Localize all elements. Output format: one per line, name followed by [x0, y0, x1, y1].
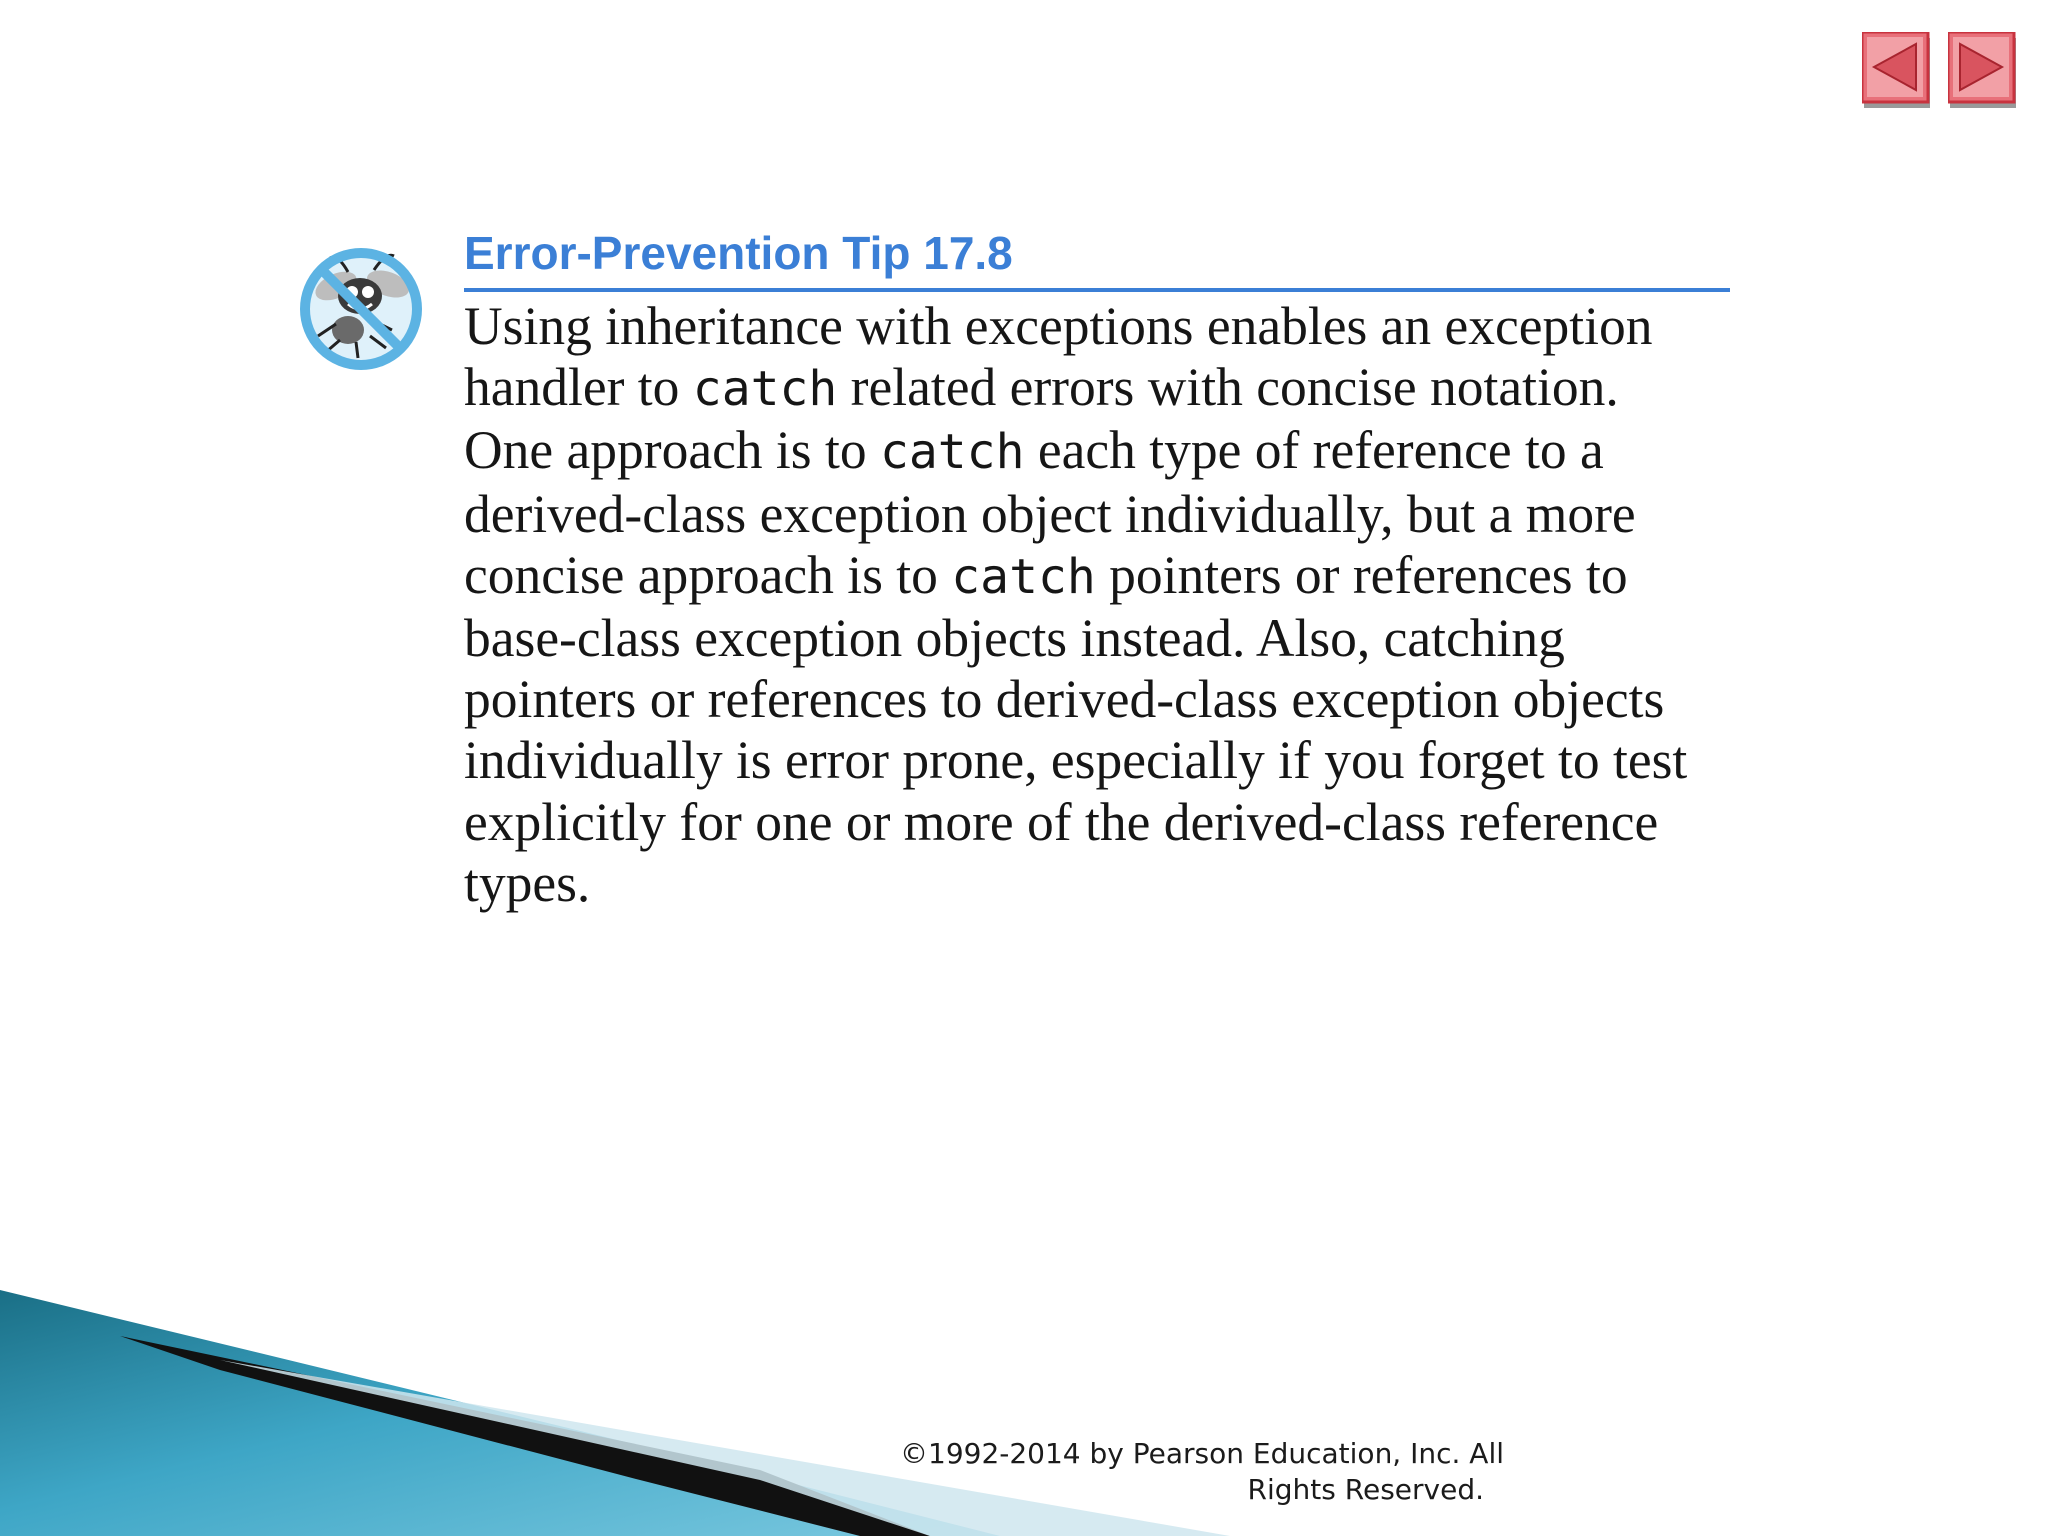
title-underline: [464, 288, 1730, 292]
body-text-fragment: One approach is to: [464, 420, 880, 481]
copyright-line-2: Rights Reserved.: [1247, 1473, 1484, 1506]
code-keyword: catch: [951, 548, 1096, 605]
tip-body-line: [464, 730, 1754, 791]
body-text-fragment: related errors with concise notation.: [837, 357, 1619, 418]
previous-slide-button[interactable]: [1862, 32, 1932, 110]
body-text-fragment: individually is error prone, especially if you forget to test: [464, 730, 1688, 791]
body-text-fragment: pointers or references to: [1095, 544, 1628, 605]
tip-body-line: [464, 296, 1754, 357]
right-triangle-arrow-icon: [1948, 32, 2018, 110]
tip-body-line: [464, 545, 1754, 608]
tip-body-text: [464, 296, 1754, 914]
tip-body-line: [464, 608, 1754, 669]
tip-body-line: [464, 853, 1754, 914]
body-text-fragment: handler to: [464, 357, 693, 418]
tip-body-line: [464, 792, 1754, 853]
body-text-fragment: each type of reference to a: [1024, 420, 1604, 481]
tip-title: Error-Prevention Tip 17.8: [464, 227, 1013, 279]
copyright-line-1: ©1992-2014 by Pearson Education, Inc. All: [900, 1437, 1505, 1470]
tip-body-line: [464, 484, 1754, 545]
body-text-fragment: Using inheritance with exceptions enables an exception: [464, 296, 1653, 356]
body-text-fragment: pointers or references to derived-class exception objects: [464, 669, 1665, 730]
body-text-fragment: explicitly for one or more of the derived-class reference: [464, 791, 1659, 852]
body-text-fragment: derived-class exception object individually, but a more: [464, 483, 1636, 544]
bug-prohibited-icon: [296, 244, 426, 374]
tip-body-line: [464, 420, 1754, 483]
body-text-fragment: concise approach is to: [464, 544, 952, 605]
next-slide-button[interactable]: [1948, 32, 2018, 110]
body-text-fragment: base-class exception objects instead. Also, catching: [464, 608, 1565, 669]
code-keyword: catch: [692, 361, 838, 418]
copyright-notice: [900, 1436, 1505, 1508]
tip-body-line: [464, 669, 1754, 730]
code-keyword: catch: [879, 424, 1025, 481]
left-triangle-arrow-icon: [1862, 32, 1932, 110]
tip-body-line: [464, 357, 1754, 420]
body-text-fragment: types.: [464, 852, 591, 913]
